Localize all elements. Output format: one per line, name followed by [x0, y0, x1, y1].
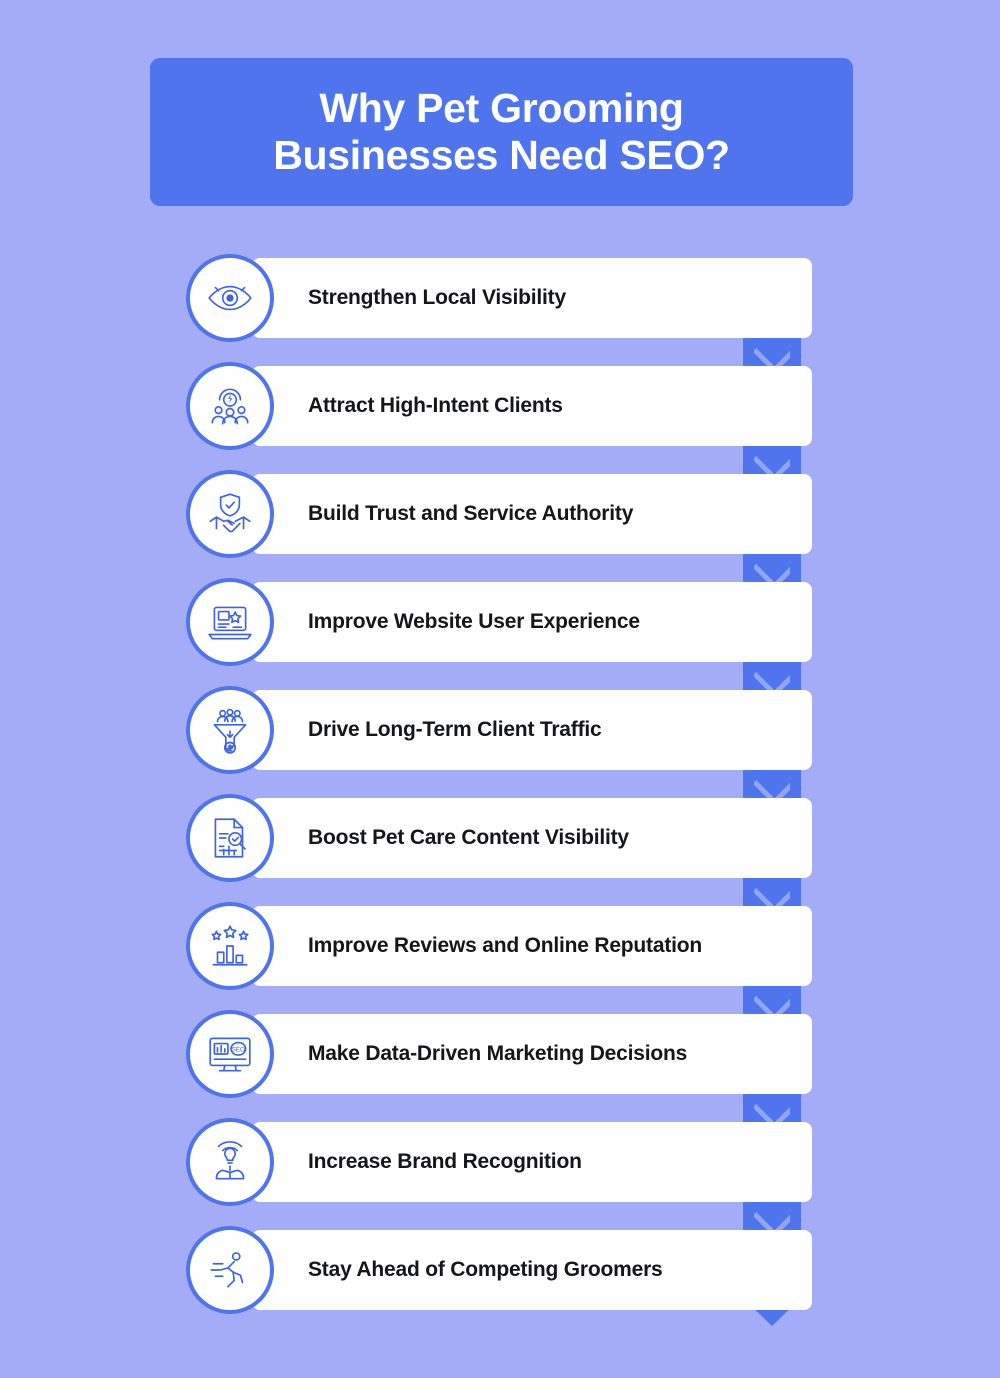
list-item — [0, 798, 1000, 878]
list-item-number: 5 — [763, 713, 781, 746]
list-item — [0, 474, 1000, 554]
list-item-number: 6 — [763, 821, 781, 854]
list-item-number: 4 — [763, 605, 781, 638]
list-item-number: 3 — [763, 497, 781, 530]
list-item — [0, 690, 1000, 770]
target-audience-icon — [186, 362, 274, 450]
list-item-label: Stay Ahead of Competing Groomers — [308, 1258, 663, 1281]
list-item-label: Boost Pet Care Content Visibility — [308, 826, 629, 849]
runner-icon — [186, 1226, 274, 1314]
list-item-number: 2 — [763, 389, 781, 422]
svg-text:SEO: SEO — [231, 1046, 245, 1054]
page-title — [273, 85, 730, 179]
list-item-label: Improve Website User Experience — [308, 610, 640, 633]
page-title-line-2: Businesses Need SEO? — [273, 132, 730, 178]
handshake-shield-icon — [186, 470, 274, 558]
eye-icon — [186, 254, 274, 342]
list-item-label: Drive Long-Term Client Traffic — [308, 718, 602, 741]
list-item-label: Strengthen Local Visibility — [308, 286, 566, 309]
conversion-funnel-icon — [186, 686, 274, 774]
list-item-label: Make Data-Driven Marketing Decisions — [308, 1042, 688, 1065]
list-item — [0, 906, 1000, 986]
brand-broadcast-icon — [186, 1118, 274, 1206]
page-title-banner — [150, 58, 853, 206]
stars-chart-icon — [186, 902, 274, 990]
list-item-number: 7 — [763, 929, 781, 962]
list-item-number: 8 — [763, 1037, 781, 1070]
list-item-label: Build Trust and Service Authority — [308, 502, 634, 525]
list-item — [0, 366, 1000, 446]
document-search-icon — [186, 794, 274, 882]
list-item — [0, 1122, 1000, 1202]
seo-monitor-icon — [186, 1010, 274, 1098]
list-item — [0, 1014, 1000, 1094]
list-item-label: Attract High-Intent Clients — [308, 394, 563, 417]
list-item — [0, 1230, 1000, 1310]
list-item-label: Improve Reviews and Online Reputation — [308, 934, 703, 957]
list-item — [0, 582, 1000, 662]
reasons-list — [0, 258, 1000, 1338]
list-item — [0, 258, 1000, 338]
list-item-number: 9 — [763, 1145, 781, 1178]
laptop-review-icon — [186, 578, 274, 666]
list-item-number: 10 — [755, 1253, 789, 1286]
list-item-label: Increase Brand Recognition — [308, 1150, 582, 1173]
list-item-number: 1 — [763, 281, 781, 314]
page-title-line-1: Why Pet Grooming — [319, 84, 684, 131]
